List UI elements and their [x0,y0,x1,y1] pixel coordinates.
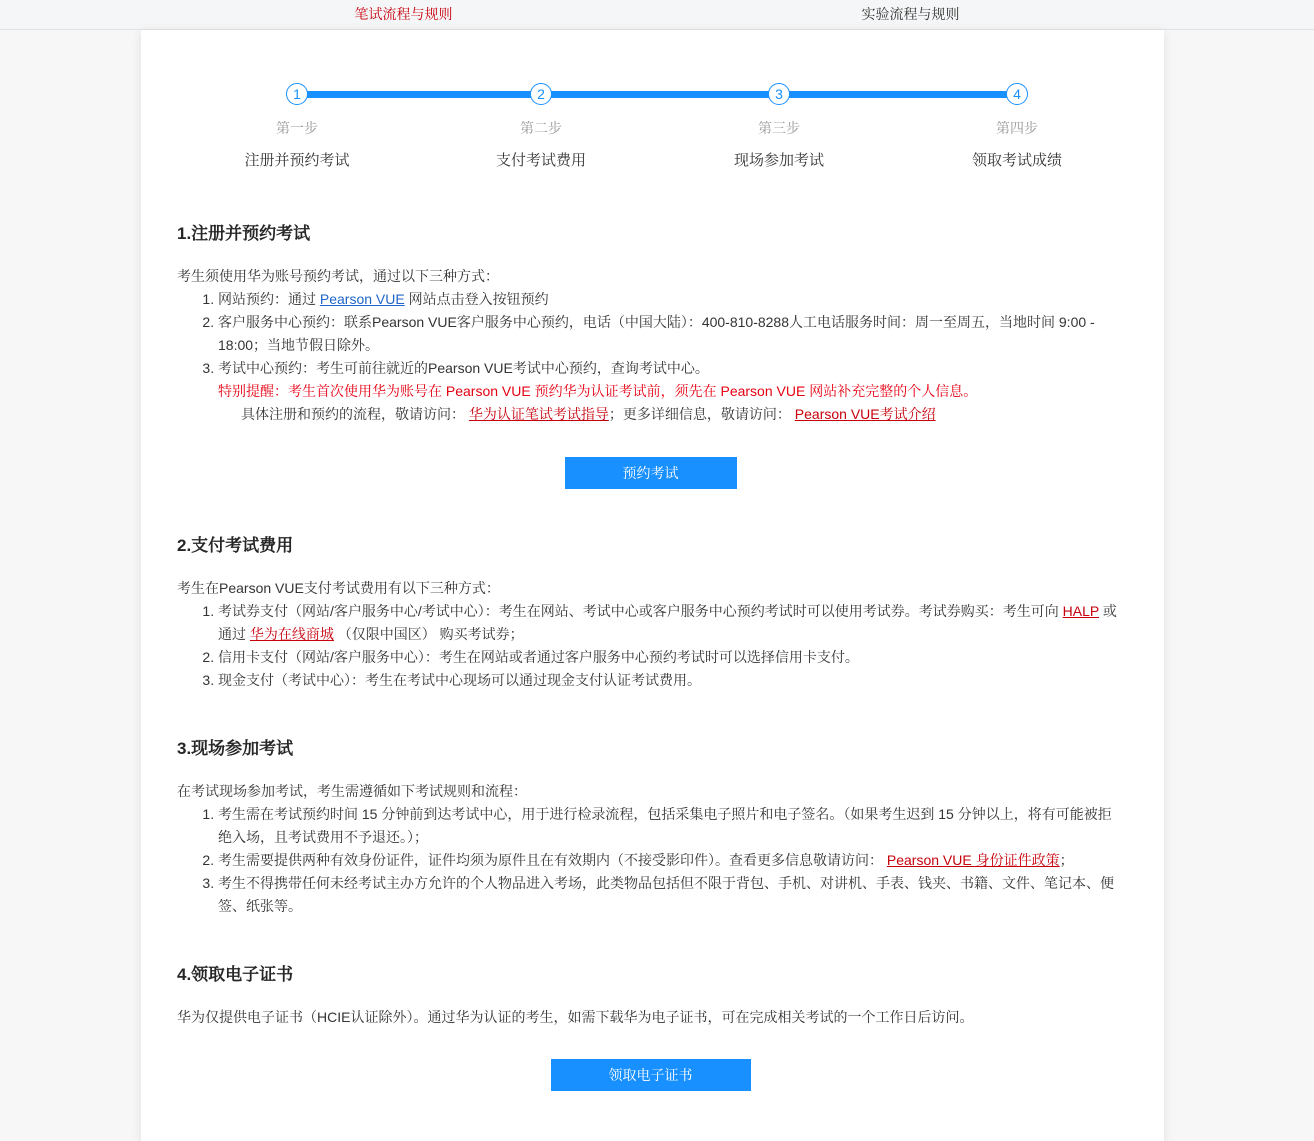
payment-methods-list [177,600,1124,692]
onsite-rules-list [177,803,1124,918]
exam-process-stepper [141,30,1164,175]
item-text: 信用卡支付（网站/客户服务中心）：考生在网站或者通过客户服务中心预约考试时可以选择信用卡支付。 [218,649,859,665]
item-text: 现金支付（考试中心）：考生在考试中心现场可以通过现金支付认证考试费用。 [218,672,701,688]
guide-text: ；更多详细信息，敬请访问： [608,406,795,422]
step-3-sublabel: 第三步 [758,120,800,136]
guide-text: 具体注册和预约的流程，敬请访问： [241,406,469,422]
stepper-step-3 [689,83,869,170]
item-text: 网站点击登入按钮预约 [404,291,549,307]
book-exam-button[interactable]: 预约考试 [565,457,737,489]
item-text: 客户服务中心预约：联系Pearson VUE客户服务中心预约，电话（中国大陆）：400-810-8288人工电话服务时间：周一至周五，当地时间 9:00 - 18:00；当地节假日除外。 [218,314,1095,353]
section-register-and-book [177,222,1124,489]
sections-container [141,222,1164,1141]
step-3-name: 现场参加考试 [733,152,824,169]
step-2-name: 支付考试费用 [495,152,586,169]
section-3-intro: 在考试现场参加考试，考生需遵循如下考试规则和流程： [177,783,527,799]
step-1-sublabel: 第一步 [276,120,318,136]
main-content-card [141,30,1164,1141]
get-certificate-button-row [177,1059,1124,1091]
step-2-circle: 2 [530,83,552,105]
section-1-intro: 考生须使用华为账号预约考试，通过以下三种方式： [177,268,499,284]
list-item [218,600,1124,646]
get-certificate-button[interactable]: 领取电子证书 [551,1059,751,1091]
step-3-circle: 3 [768,83,790,105]
link-id-policy[interactable]: Pearson VUE 身份证件政策 [886,852,1060,868]
list-item [218,311,1124,357]
section-get-certificate [177,963,1124,1091]
link-halp[interactable]: HALP [1062,603,1099,619]
stepper-step-2 [451,83,631,170]
item-text: 考试券支付（网站/客户服务中心/考试中心）：考生在网站、考试中心或客户服务中心预约考试时可以使用考试券。考试券购买：考生可向 [218,603,1063,619]
item-text: 考生不得携带任何未经考试主办方允许的个人物品进入考场，此类物品包括但不限于背包、手机、对讲机、手表、钱夹、书籍、文件、笔记本、便签、纸张等。 [218,875,1114,914]
step-4-sublabel: 第四步 [996,120,1038,136]
section-2-title: 2.支付考试费用 [177,536,294,555]
list-item [218,288,1124,311]
list-item [218,872,1124,918]
stepper-connector-line [297,91,1017,98]
section-4-intro: 华为仅提供电子证书（HCIE认证除外）。通过华为认证的考生，如需下载华为电子证书，可在完成相关考试的一个工作日后访问。 [177,1009,974,1025]
list-item [218,646,1124,669]
section-onsite-exam [177,737,1124,918]
tab-written-exam-rules[interactable]: 笔试流程与规则 [354,6,453,22]
section-3-title: 3.现场参加考试 [177,739,294,758]
step-4-name: 领取考试成绩 [971,152,1062,169]
booking-methods-list [177,288,1124,380]
section-1-title: 1.注册并预约考试 [177,224,311,243]
tab-lab-exam-rules[interactable]: 实验流程与规则 [861,6,960,22]
item-text: 考生需要提供两种有效身份证件，证件均须为原件且在有效期内（不接受影印件）。查看更多信息敬请访问： [218,852,887,868]
item-text: 考生需在考试预约时间 15 分钟前到达考试中心，用于进行检录流程，包括采集电子照片和电子签名。（如果考生迟到 15 分钟以上，将有可能被拒绝入场，且考试费用不予退还。）； [218,806,1112,845]
section-2-intro: 考生在Pearson VUE支付考试费用有以下三种方式： [177,580,500,596]
item-text: 考试中心预约：考生可前往就近的Pearson VUE考试中心预约，查询考试中心。 [218,360,709,376]
book-exam-button-row [177,457,1124,489]
list-item [218,669,1124,692]
step-1-circle: 1 [286,83,308,105]
section-4-title: 4.领取电子证书 [177,965,294,984]
section-pay-exam-fee [177,534,1124,692]
guide-links-line [241,403,1124,426]
link-pearson-exam-intro[interactable]: Pearson VUE考试介绍 [794,406,936,422]
list-item [218,849,1124,872]
link-written-exam-guide[interactable]: 华为认证笔试考试指导 [468,406,609,422]
list-item [218,357,1124,380]
link-huawei-online-store[interactable]: 华为在线商城 [249,626,334,642]
item-text: ； [1059,852,1074,868]
step-1-name: 注册并预约考试 [244,152,350,169]
item-text: 网站预约：通过 [218,291,320,307]
top-tab-bar [0,0,1314,30]
item-text: 或通过 [218,603,1117,642]
link-pearson-vue[interactable]: Pearson VUE [319,291,405,307]
step-2-sublabel: 第二步 [520,120,562,136]
stepper-step-1 [207,83,387,170]
list-item [218,803,1124,849]
step-4-circle: 4 [1006,83,1028,105]
item-text: （仅限中国区） 购买考试券； [333,626,524,642]
special-reminder-text: 特别提醒：考生首次使用华为账号在 Pearson VUE 预约华为认证考试前，须先在 Pearson VUE 网站补充完整的个人信息。 [218,383,978,399]
stepper-step-4 [927,83,1107,170]
